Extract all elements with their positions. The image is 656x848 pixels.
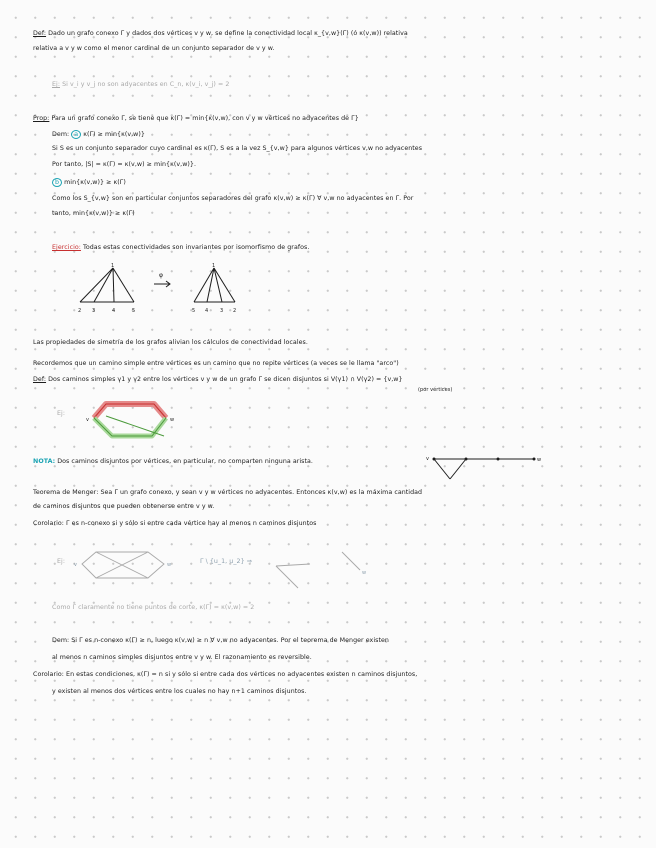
- def-local-text: Dado un grafo conexo Γ y dados dos vértices v y w, se define la conectividad local κ_{v,w}(Γ) (ó κ(v,w)) relativa: [48, 30, 408, 37]
- ej3-w2-label: w: [362, 570, 367, 576]
- g1-label-5: 5: [132, 308, 136, 314]
- dem2-text1: Si Γ es n-conexo κ(Γ) ≥ n, luego κ(v,w) ≥ n ∀ v,w no adyacentes. Por el teorema de Menger existen: [71, 637, 389, 644]
- prop-label: Prop:: [33, 115, 50, 122]
- g2-label-3: 3: [220, 308, 224, 314]
- dem1-label: Dem:: [52, 131, 70, 138]
- ej2-v-label: v: [86, 417, 89, 423]
- ej3-label: Ej:: [57, 558, 65, 565]
- camino-line: Recordemos que un camino simple entre vértices es un camino que no repite vértices (a veces se le llama "arco"): [33, 360, 399, 367]
- def2-note: (por vértices): [418, 387, 453, 393]
- def-local-line1: [33, 30, 408, 38]
- ej3-w-label: w: [167, 562, 172, 568]
- g2-label-5: 5: [192, 308, 196, 314]
- ej3-formula: Γ \ {u_1, u_2} ⇒: [200, 558, 253, 565]
- ej3-components: [270, 550, 380, 594]
- isomorphism-figure: [70, 262, 260, 322]
- nota-text: Dos caminos disjuntos por vértices, en particular, no comparten ninguna arista.: [57, 458, 313, 465]
- menger-line2: de caminos disjuntos que pueden obtenerse entre v y w.: [33, 503, 215, 510]
- prop-line: [33, 115, 359, 123]
- corolario2-line1: [33, 671, 417, 679]
- menger-text1: Sea Γ un grafo conexo, y sean v y w vértices no adyacentes. Entonces κ(v,w) es la máxima cantidad: [100, 489, 423, 496]
- phi-label: φ: [159, 272, 163, 279]
- g1-label-4: 4: [112, 308, 116, 314]
- g2-label-4: 4: [205, 308, 209, 314]
- ejercicio-text: Todas estas conectividades son invariantes por isomorfismo de grafos.: [83, 244, 310, 251]
- dem1-a-text: κ(Γ) ≥ min{κ(v,w)}: [83, 131, 145, 138]
- dem1-line1: [52, 130, 145, 139]
- def2-label: Def:: [33, 376, 47, 383]
- ej2-label: Ej:: [57, 410, 65, 417]
- prop-text: Para un grafo conexo Γ, se tiene que κ(Γ) = min{κ(v,w), con v y w vértices no adyacentes de Γ}: [51, 115, 359, 122]
- dem2-label: Dem:: [52, 637, 70, 644]
- ejercicio-label: Ejercicio:: [52, 244, 81, 251]
- dem1-a-marker: a: [71, 130, 81, 139]
- ej1-label: Ej:: [52, 81, 60, 88]
- disjoint-paths-example: [84, 396, 194, 446]
- ej3-v-label: v: [74, 562, 77, 568]
- ej3-graph: [72, 546, 182, 590]
- dem1-b-marker: b: [52, 178, 62, 187]
- nota-w-label: w: [537, 457, 542, 463]
- corolario1-line: [33, 520, 316, 528]
- dem1-line5: Como los S_{v,w} son en particular conjuntos separadores del grafo κ(v,w) ≥ κ(Γ) ∀ v,w no adyacentes en Γ. Por: [52, 195, 414, 202]
- menger-line1: [33, 489, 422, 497]
- g1-label-3: 3: [92, 308, 96, 314]
- g1-label-2: 2: [78, 308, 82, 314]
- cor2-label: Corolario:: [33, 671, 64, 678]
- ej2-w-label: w: [170, 417, 175, 423]
- nota-label: NOTA:: [33, 458, 56, 465]
- cor2-text1: En estas condiciones, κ(Γ) = n si y sólo si entre cada dos vértices no adyacentes existen n caminos disjuntos,: [66, 671, 418, 678]
- g2-label-top: 1: [212, 263, 216, 269]
- nota-line: [33, 458, 313, 466]
- symmetry-line: Las propiedades de simetría de los grafos alivian los cálculos de conectividad locales.: [33, 339, 308, 346]
- nota-figure: [424, 449, 544, 483]
- dem2-line2: al menos n caminos simples disjuntos entre v y w. El razonamiento es reversible.: [52, 654, 312, 661]
- dem2-line1: [52, 637, 389, 645]
- g1-label-top: 1: [111, 263, 115, 269]
- dem1-line6: tanto, min{κ(v,w)} ≥ κ(Γ): [52, 210, 135, 217]
- ejercicio-line: [52, 244, 309, 252]
- dem1-b-text: min{κ(v,w)} ≥ κ(Γ): [64, 179, 126, 186]
- def2-line: [33, 376, 403, 384]
- ej1-text: Si v_i y v_j no son adyacentes en C_n, κ(v_i, v_j) = 2: [62, 81, 230, 88]
- def-label: Def:: [33, 30, 47, 37]
- corolario2-line2: y existen al menos dos vértices entre los cuales no hay n+1 caminos disjuntos.: [52, 688, 307, 695]
- def-local-line2: relativa a v y w como el menor cardinal de un conjunto separador de v y w.: [33, 45, 275, 52]
- dem1-line3: Por tanto, |S| = κ(Γ) = κ(v,w) ≥ min{κ(v,w)}.: [52, 161, 197, 168]
- g2-label-2: 2: [233, 308, 237, 314]
- example1: [52, 81, 229, 89]
- grey-conclusion: Como Γ claramente no tiene puntos de corte, κ(Γ) = κ(v,w) = 2: [52, 604, 255, 611]
- cor1-text: Γ es n-conexo si y sólo si entre cada vértice hay al menos n caminos disjuntos: [66, 520, 317, 527]
- menger-label: Teorema de Menger:: [33, 489, 99, 496]
- nota-v-label: v: [426, 456, 429, 462]
- dem1-line2: Si S es un conjunto separador cuyo cardinal es κ(Γ), S es a la vez S_{v,w} para algunos vértices v,w no adyacentes: [52, 145, 423, 152]
- cor1-label: Corolario:: [33, 520, 64, 527]
- dem1-line4: [52, 178, 126, 187]
- def2-text: Dos caminos simples γ1 y γ2 entre los vértices v y w de un grafo Γ se dicen disjuntos si V(γ1) ∩ V(γ2) = {v,w}: [48, 376, 403, 383]
